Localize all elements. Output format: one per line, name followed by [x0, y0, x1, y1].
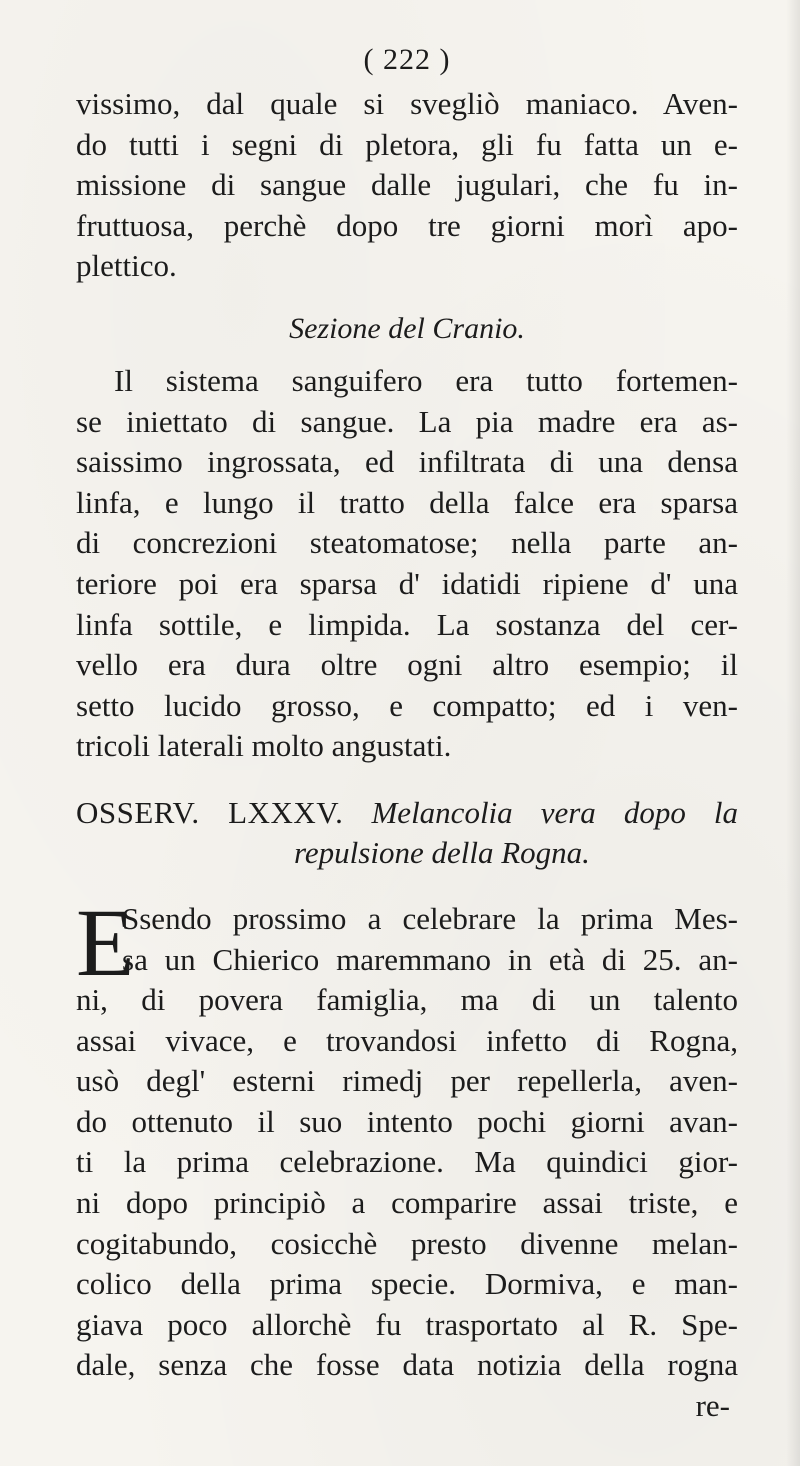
text-line: setto lucido grosso, e compatto; ed i ven-	[76, 687, 738, 723]
text-line: teriore poi era sparsa d' idatidi ripiene d' una	[76, 565, 738, 601]
paragraph-section	[76, 361, 738, 767]
text-line: missione di sangue dalle jugulari, che fu in-	[76, 167, 738, 203]
text-line: assai vivace, e trovandosi infetto di Rogna,	[76, 1022, 738, 1058]
text-line: tricoli laterali molto angustati.	[76, 728, 452, 764]
text-line: ni dopo principiò a comparire assai triste, e	[76, 1185, 738, 1221]
text-line: colico della prima specie. Dormiva, e man-	[76, 1266, 738, 1302]
text-block	[76, 40, 738, 1426]
text-line: sa un Chierico maremmano in età di 25. an-	[122, 941, 738, 977]
observation-title: Melancolia vera dopo la	[371, 794, 738, 830]
observation-title-continued: repulsione della Rogna.	[294, 834, 590, 870]
text-line: usò degl' esterni rimedj per repellerla, aven-	[76, 1063, 738, 1099]
page-edge-shadow	[786, 0, 800, 1466]
text-line: do ottenuto il suo intento pochi giorni avan-	[76, 1103, 738, 1139]
text-line: do tutti i segni di pletora, gli fu fatta un e-	[76, 126, 738, 162]
text-line: linfa sottile, e limpida. La sostanza del cer-	[76, 606, 738, 642]
observation-label: OSSERV. LXXXV.	[76, 794, 344, 830]
text-line: plettico.	[76, 248, 177, 284]
text-line: ni, di povera famiglia, ma di un talento	[76, 982, 738, 1018]
text-line: Il sistema sanguifero era tutto fortemen-	[114, 362, 738, 398]
observation-heading	[76, 793, 738, 873]
text-line: di concrezioni steatomatose; nella parte an-	[76, 525, 738, 561]
observation-heading-line	[76, 793, 738, 833]
text-line: cogitabundo, cosicchè presto divenne melan-	[76, 1225, 738, 1261]
text-line: vello era dura oltre ogni altro esempio; il	[76, 647, 738, 683]
text-line: saissimo ingrossata, ed infiltrata di una densa	[76, 444, 738, 480]
text-line: giava poco allorchè fu trasportato al R. Spe-	[76, 1306, 738, 1342]
text-line: se iniettato di sangue. La pia madre era as-	[76, 403, 738, 439]
section-heading: Sezione del Cranio.	[289, 311, 525, 345]
text-line: dale, senza che fosse data notizia della rogna	[76, 1347, 738, 1383]
text-line: linfa, e lungo il tratto della falce era sparsa	[76, 484, 738, 520]
paragraph-1	[76, 84, 738, 287]
text-line: Ssendo prossimo a celebrare la prima Mes-	[122, 900, 738, 936]
page-number: ( 222 )	[363, 43, 451, 76]
catchword: re-	[695, 1388, 730, 1424]
text-line: ti la prima celebrazione. Ma quindici gior-	[76, 1144, 738, 1180]
drop-cap: E	[76, 888, 135, 996]
paragraph-2	[76, 888, 738, 1386]
text-line: fruttuosa, perchè dopo tre giorni morì apo-	[76, 207, 738, 243]
text-line: vissimo, dal quale si svegliò maniaco. Aven-	[76, 86, 738, 121]
